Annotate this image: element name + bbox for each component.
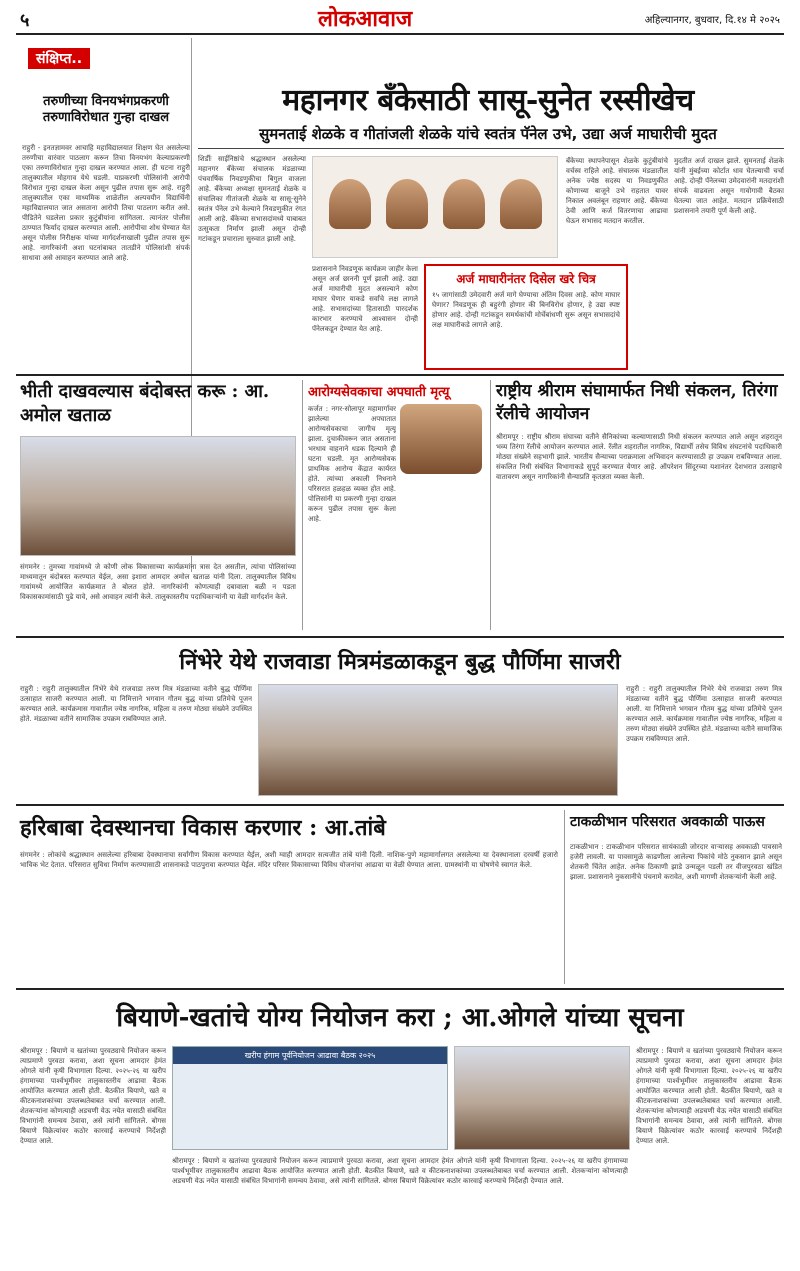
page-number: ५: [20, 10, 30, 31]
banner-text: खरीप हंगाम पूर्वनियोजन आढावा बैठक २०२५: [173, 1047, 447, 1064]
date-line: अहिल्यानगर, बुधवार, दि.१४ मे २०२५: [644, 15, 780, 26]
lead-subhead: सुमनताई शेळके व गीतांजली शेळके यांचे स्वतंत्र पॅनेल उभे, उद्या अर्ज माघारीची मुदत: [259, 125, 717, 143]
story-body: राहुरी : राहुरी तालुक्यातील निंभेरे येथे राजवाडा तरुण मित्र मंडळाच्या वतीने बुद्ध पौर्णिमा उत्साहात साजरी करण्यात आली. या निमित्ताने भगवान गौतम बुद्ध यांच्या प्रतिमेचे पूजन करण्यात आले. कार्यक्रमास गावातील ज्येष्ठ नागरिक, महिला व तरुण मोठ्या संख्येने उपस्थित होते. मंडळाच्या वतीने सामाजिक उपक्रम राबविण्यात आले.: [626, 685, 782, 743]
lead-col-3: बँकेच्या स्थापनेपासून शेळके कुटुंबीयांचे वर्चस्व राहिले आहे. संचालक मंडळातील अनेक ज्येष्ठ सदस्य या निवडणुकीत कोणाच्या बाजूने उभे राहतात यावर निकाल अवलंबून राहणार आहे. बँकेच्या ठेवी आणि कर्ज वितरणाचा आढावा घेऊन सभासद मतदान करतील.: [566, 157, 668, 225]
lead-col-1: शिर्डीः साईनिष्ठांचे श्रद्धास्थान असलेल्या महानगर बँकेच्या संचालक मंडळाच्या पंचवार्षिक निवडणुकीचा बिगुल वाजला आहे. बँकेच्या अध्यक्षा सुमनताई शेळके व संचालिका गीतांजली शेळके या सासू-सुनेने स्वतंत्र पॅनेल उभे केल्याने निवडणुकीत रंगत आली आहे. बँकेच्या सभासदांमध्ये याबाबत उत्सुकता निर्माण झाली असून दोन्ही गटांकडून प्रचाराला सुरुवात झाली आहे.: [198, 155, 306, 243]
section-rule: [16, 636, 784, 638]
column-rule: [302, 380, 303, 630]
lead-headline: महानगर बँकेसाठी सासू-सुनेत रस्सीखेच: [282, 83, 694, 118]
story-headline: भीती दाखवल्यास बंदोबस्त करू : आ. अमोल खताळ: [20, 381, 270, 426]
brief-headline: तरुणीच्या विनयभंगप्रकरणी तरुणाविरोधात गुन्हा दाखल: [42, 94, 170, 125]
story-body: संगमनेर : लोकांचे श्रद्धास्थान असलेल्या हरिबाबा देवस्थानाचा सर्वांगीण विकास करण्यात येईल, अशी ग्वाही आमदार सत्यजीत तांबे यांनी दिली. नाशिक-पुणे महामार्गालगत असलेल्या या देवस्थानाला दरवर्षी हजारो भाविक भेट देतात. परिसरात सुविधा निर्माण करण्यासाठी शासनाकडे पाठपुरावा करण्यात येईल. मंदिर परिसर विकासाच्या विविध योजनांचा आढावा या वेळी घेण्यात आला. ग्रामस्थांनी या घोषणेचे स्वागत केले.: [20, 851, 558, 869]
event-photo-2: [454, 1046, 630, 1150]
story-photo: [20, 436, 296, 556]
story-headline: टाकळीभान परिसरात अवकाळी पाऊस: [570, 814, 765, 830]
obituary-portrait: [400, 404, 482, 474]
story-headline: निंभेरे येथे राजवाडा मित्रमंडळाकडून बुद्ध पौर्णिमा साजरी: [179, 649, 621, 675]
story-body: संगमनेर : तुमच्या गावांमध्ये जे कोणी लोक विकासाच्या कार्यक्रमांना त्रास देत असतील, त्यांचा पोलिसांच्या माध्यमातून बंदोबस्त करण्यात येईल, असा इशारा आमदार अमोल खताळ यांनी दिला. तालुक्यातील विविध गावांमध्ये आयोजित कार्यक्रमात ते बोलत होते. नागरिकांनी कोणत्याही दबावाला बळी न पडता विकासकामांसाठी पुढे यावे, असे आवाहन त्यांनी केले. तालुकास्तरीय पदाधिकाऱ्यांनी या वेळी मार्गदर्शन केले.: [20, 563, 296, 601]
story-headline: बियाणे-खतांचे योग्य नियोजन करा ; आ.ओगले यांच्या सूचना: [116, 1003, 684, 1033]
story-headline: राष्ट्रीय श्रीराम संघामार्फत निधी संकलन, तिरंगा रॅलीचे आयोजन: [496, 381, 778, 424]
header-rule: [16, 33, 784, 35]
portrait-photo: [329, 179, 371, 229]
section-rule: [16, 988, 784, 990]
lead-rule: [198, 148, 784, 149]
masthead-logo: लोकआवाज: [318, 6, 413, 32]
lead-col-2: प्रशासनाने निवडणूक कार्यक्रम जाहीर केला असून अर्ज छाननी पूर्ण झाली आहे. उद्या अर्ज माघारीची मुदत असल्याने कोण माघार घेणार याकडे सर्वांचे लक्ष लागले आहे. सभासदांच्या हितासाठी पारदर्शक कारभार करण्याचे आश्वासन दोन्ही पॅनेलकडून देण्यात येत आहे.: [312, 265, 418, 333]
section-rule: [16, 374, 784, 376]
story-body: श्रीरामपूर : बियाणे व खतांच्या पुरवठ्याचे नियोजन करून त्याप्रमाणे पुरवठा करावा, अशा सूचना आमदार हेमंत ओगले यांनी कृषी विभागाला दिल्या. २०२५-२६ या खरीप हंगामाच्या पार्श्वभूमीवर तालुकास्तरीय आढावा बैठक आयोजित करण्यात आली होती. बैठकीत बियाणे, खते व कीटकनाशकांच्या उपलब्धतेबाबत चर्चा करण्यात आली. शेतकऱ्यांना कोणत्याही अडचणी येऊ नयेत यासाठी संबंधित विभागांनी समन्वय ठेवावा, असे त्यांनी सांगितले. बोगस बियाणे विक्रेत्यांवर कठोर कारवाई करण्याचे निर्देशही देण्यात आले.: [636, 1047, 782, 1145]
story-body: कर्जत : नगर-सोलापूर महामार्गावर झालेल्या अपघातात आरोग्यसेवकाचा जागीच मृत्यू झाला. दुचाकीवरून जात असताना भरधाव वाहनाने धडक दिल्याने ही घटना घडली. मृत आरोग्यसेवक प्राथमिक आरोग्य केंद्रात कार्यरत होते. त्यांच्या अकाली निधनाने परिसरात हळहळ व्यक्त होत आहे. पोलिसांनी या प्रकरणी गुन्हा दाखल करून पुढील तपास सुरू केला आहे.: [308, 405, 396, 523]
story-headline: हरिबाबा देवस्थानचा विकास करणार : आ.तांबे: [20, 815, 386, 841]
portrait-photo: [443, 179, 485, 229]
portrait-photo: [500, 179, 542, 229]
brief-body: राहुरी - इनतज्ञामवर आचाहि महाविद्यालयात शिक्षण घेत असलेल्या तरुणीचा वारंवार पाठलाग करून तिचा विनयभंग केल्याप्रकरणी एका तरुणाविरोधात गुन्हा दाखल करण्यात आला. ही घटना राहुरी तालुक्यातील मोहगाव येथे घडली. याप्रकरणी पोलिसांनी आरोपी विरोधात गुन्हा दाखल केला असून पुढील तपास सुरू आहे. राहुरी तालुक्यातील एका माध्यमिक शाळेतील अल्पवयीन विद्यार्थिनी महाविद्यालयात जात असताना आरोपी तिचा पाठलाग करीत असे. पीडितेने घडलेला प्रकार कुटुंबीयांना सांगितला. त्यानंतर पोलीस ठाण्यात फिर्याद दाखल करण्यात आली. आरोपीचा शोध घेण्यात येत असून पोलीस निरीक्षक यांच्या मार्गदर्शनाखाली पुढील तपास सुरू आहे. नागरिकांनी अशा घटनांबाबत तातडीने पोलिसांशी संपर्क साधावा असे आवाहन करण्यात आले आहे.: [22, 144, 190, 262]
portrait-photo: [386, 179, 428, 229]
column-rule: [564, 810, 565, 984]
section-rule: [16, 804, 784, 806]
event-photo: [172, 1046, 448, 1150]
story-body: टाकळीभान : टाकळीभान परिसरात सायंकाळी जोरदार वाऱ्यासह अवकाळी पावसाने हजेरी लावली. या पावसामुळे काढणीला आलेल्या पिकांचे मोठे नुकसान झाले असून शेतकरी चिंतेत आहेत. अनेक ठिकाणी झाडे उन्मळून पडली तर वीजपुरवठा खंडित झाला. प्रशासनाने नुकसानीचे पंचनामे करावेत, अशी मागणी शेतकऱ्यांनी केली आहे.: [570, 843, 782, 881]
story-photo: [258, 684, 618, 796]
lead-portraits: [312, 156, 558, 258]
story-body: श्रीरामपूर : बियाणे व खतांच्या पुरवठ्याचे नियोजन करून त्याप्रमाणे पुरवठा करावा, अशा सूचना आमदार हेमंत ओगले यांनी कृषी विभागाला दिल्या. २०२५-२६ या खरीप हंगामाच्या पार्श्वभूमीवर तालुकास्तरीय आढावा बैठक आयोजित करण्यात आली होती. बैठकीत बियाणे, खते व कीटकनाशकांच्या उपलब्धतेबाबत चर्चा करण्यात आली. शेतकऱ्यांना कोणत्याही अडचणी येऊ नयेत यासाठी संबंधित विभागांनी समन्वय ठेवावा, असे त्यांनी सांगितले. बोगस बियाणे विक्रेत्यांवर कठोर कारवाई करण्याचे निर्देशही देण्यात आले.: [20, 1047, 166, 1145]
inner-box-title: अर्ज माघारीनंतर दिसेल खरे चित्र: [456, 272, 596, 286]
inner-box-body: १५ जागांसाठी उमेदवारी अर्ज मागे घेण्याचा अंतिम दिवस आहे. कोण माघार घेणार? निवडणूक ही बहुरंगी होणार की बिनविरोध होणार, हे उद्या स्पष्ट होणार आहे. दोन्ही गटांकडून समर्थकांची मोर्चेबांधणी सुरू असून सभासदांचे लक्ष माघारीकडे लागले आहे.: [432, 291, 620, 329]
column-rule: [490, 380, 491, 630]
lead-col-4: मुदतीत अर्ज दाखल झाले. सुमनताई शेळके यांनी मुंबईच्या कोर्टात धाव घेतल्याची चर्चा आहे. दोन्ही पॅनेलच्या उमेदवारांनी मतदारांशी संपर्क वाढवला असून गावोगावी बैठका घेतल्या जात आहेत. मतदान प्रक्रियेसाठी प्रशासनाने तयारी पूर्ण केली आहे.: [674, 157, 784, 215]
story-body: राहुरी : राहुरी तालुक्यातील निंभेरे येथे राजवाडा तरुण मित्र मंडळाच्या वतीने बुद्ध पौर्णिमा उत्साहात साजरी करण्यात आली. या निमित्ताने भगवान गौतम बुद्ध यांच्या प्रतिमेचे पूजन करण्यात आले. कार्यक्रमास गावातील ज्येष्ठ नागरिक, महिला व तरुण मोठ्या संख्येने उपस्थित होते. मंडळाच्या वतीने सामाजिक उपक्रम राबविण्यात आले.: [20, 685, 252, 723]
brief-tag: संक्षिप्त..: [28, 48, 90, 69]
story-body: श्रीरामपूर : राष्ट्रीय श्रीराम संघाच्या वतीने सैनिकांच्या कल्याणासाठी निधी संकलन करण्यात आले असून शहरातून भव्य तिरंगा रॅलीचे आयोजन करण्यात आले. रॅलीत शहरातील नागरिक, विद्यार्थी तसेच विविध संघटनांचे पदाधिकारी मोठ्या संख्येने सहभागी झाले. भारतीय सैन्याच्या पराक्रमाला अभिवादन करण्यासाठी हा उपक्रम राबविण्यात आला. संकलित निधी संबंधित विभागाकडे सुपूर्द करण्यात येणार आहे. ऑपरेशन सिंदूरच्या यशानंतर देशभरात उत्साहाचे वातावरण असून नागरिकांनी सैन्याप्रति कृतज्ञता व्यक्त केली.: [496, 433, 782, 481]
story-body: श्रीरामपूर : बियाणे व खतांच्या पुरवठ्याचे नियोजन करून त्याप्रमाणे पुरवठा करावा, अशा सूचना आमदार हेमंत ओगले यांनी कृषी विभागाला दिल्या. २०२५-२६ या खरीप हंगामाच्या पार्श्वभूमीवर तालुकास्तरीय आढावा बैठक आयोजित करण्यात आली होती. बैठकीत बियाणे, खते व कीटकनाशकांच्या उपलब्धतेबाबत चर्चा करण्यात आली. शेतकऱ्यांना कोणत्याही अडचणी येऊ नयेत यासाठी संबंधित विभागांनी समन्वय ठेवावा, असे त्यांनी सांगितले. बोगस बियाणे विक्रेत्यांवर कठोर कारवाई करण्याचे निर्देशही देण्यात आले.: [172, 1157, 628, 1185]
story-headline: आरोग्यसेवकाचा अपघाती मृत्यू: [308, 385, 450, 400]
